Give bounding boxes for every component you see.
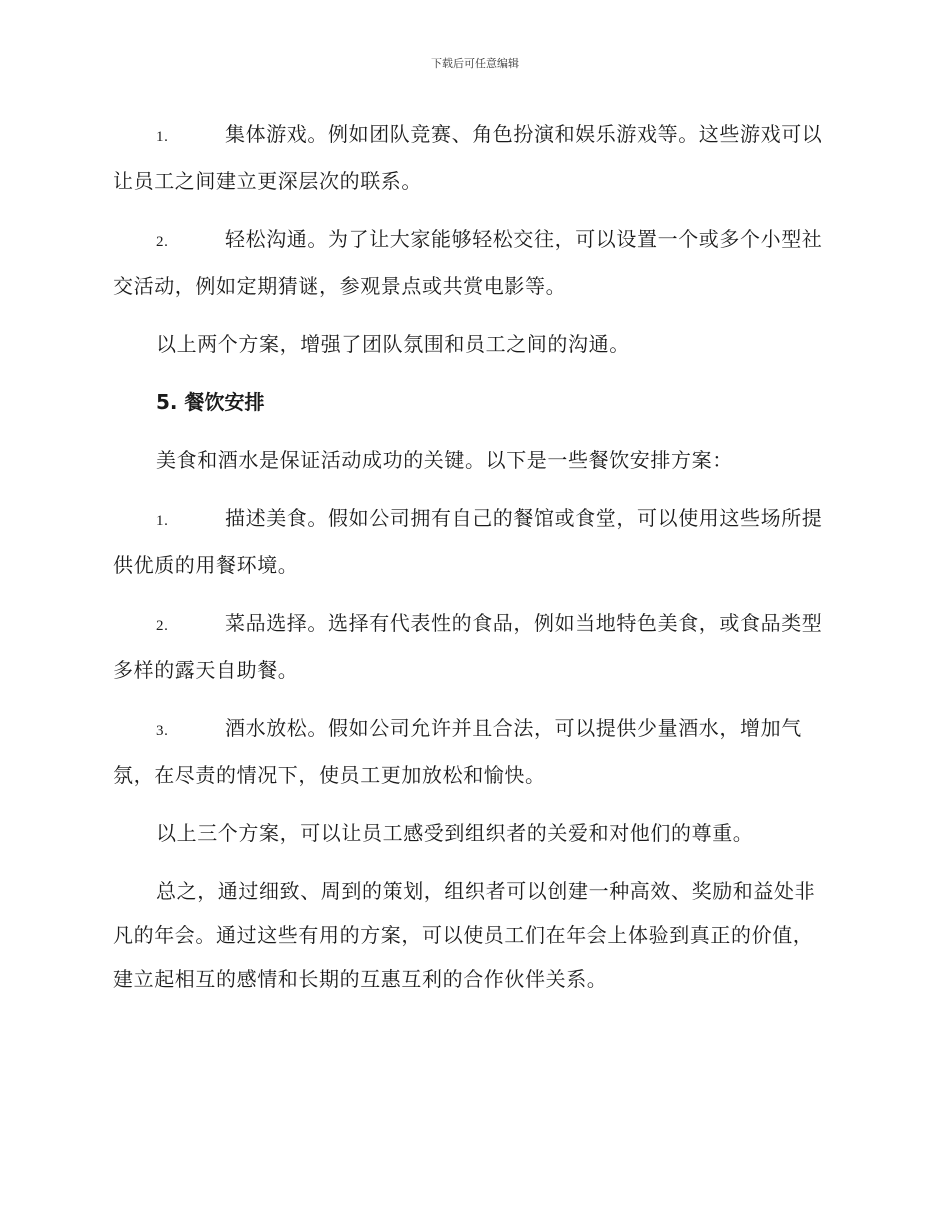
intro-paragraph: 美食和酒水是保证活动成功的关键。以下是一些餐饮安排方案：: [156, 448, 733, 472]
list-item-number: 2.: [156, 234, 169, 250]
list-item-number: 1.: [156, 129, 169, 145]
list-item: [113, 112, 833, 203]
section-heading: 5. 餐饮安排: [156, 390, 265, 414]
list-item-text: 轻松沟通。为了让大家能够轻松交往，可以设置一个或多个小型社交活动，例如定期猜谜，参观景点或共赏电影等。: [113, 227, 823, 298]
summary-paragraph: 以上三个方案，可以让员工感受到组织者的关爱和对他们的尊重。: [156, 821, 754, 845]
summary-paragraph: 以上两个方案，增强了团队氛围和员工之间的沟通。: [156, 332, 630, 356]
list-item-text: 集体游戏。例如团队竞赛、角色扮演和娱乐游戏等。这些游戏可以让员工之间建立更深层次的联系。: [113, 122, 823, 193]
list-item: [113, 601, 833, 692]
list-item-text: 描述美食。假如公司拥有自己的餐馆或食堂，可以使用这些场所提供优质的用餐环境。: [113, 506, 823, 577]
list-item-number: 1.: [156, 513, 169, 529]
document-body: [113, 112, 833, 1015]
page-header: 下载后可任意编辑: [431, 57, 519, 70]
list-item-text: 菜品选择。选择有代表性的食品，例如当地特色美食，或食品类型多样的露天自助餐。: [113, 611, 823, 682]
list-item: [113, 217, 833, 308]
list-item-number: 3.: [156, 723, 169, 739]
conclusion-paragraph: 总之，通过细致、周到的策划，组织者可以创建一种高效、奖励和益处非凡的年会。通过这些有用的方案，可以使员工们在年会上体验到真正的价值，建立起相互的感情和长期的互惠互利的合作伙伴关系。: [113, 879, 816, 991]
list-item: [113, 706, 833, 797]
list-item: [113, 496, 833, 587]
list-item-number: 2.: [156, 618, 169, 634]
list-item-text: 酒水放松。假如公司允许并且合法，可以提供少量酒水，增加气氛，在尽责的情况下，使员工更加放松和愉快。: [113, 716, 802, 787]
